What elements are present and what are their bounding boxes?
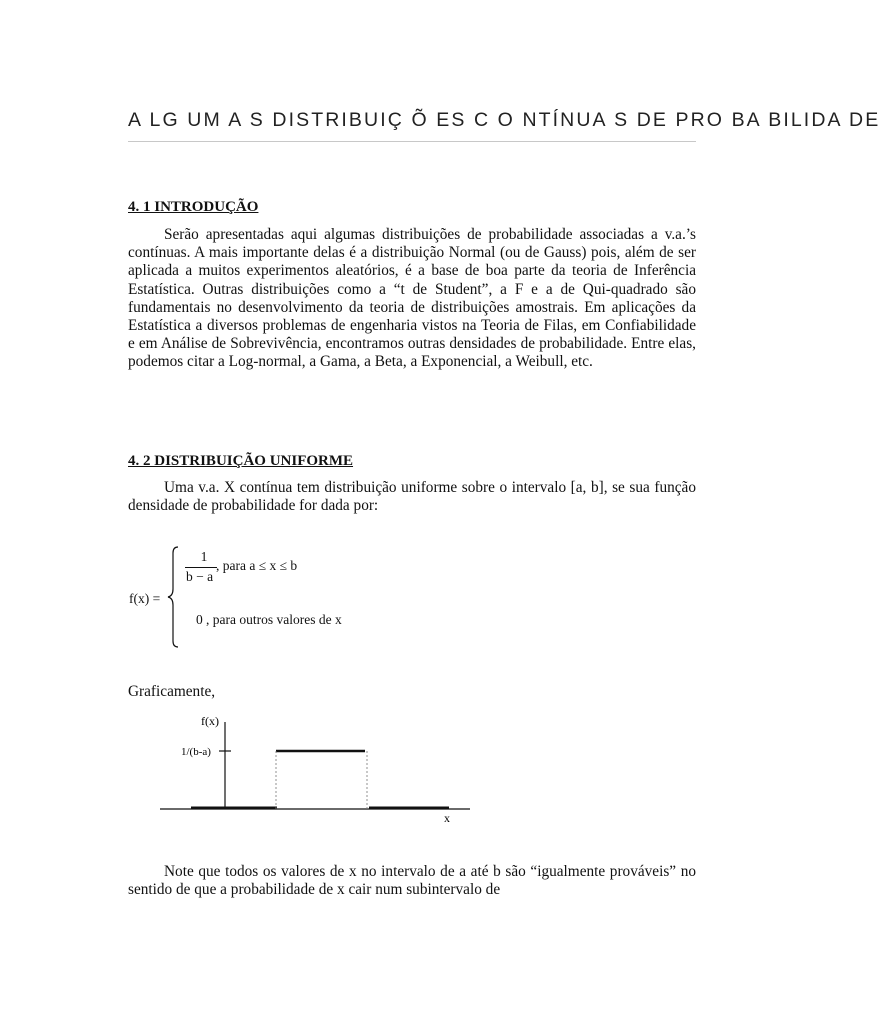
case1-condition: , para a ≤ x ≤ b <box>216 558 298 573</box>
section-heading-introducao: 4. 1 INTRODUÇÃO <box>128 199 259 215</box>
case1-denominator: b − a <box>186 569 214 584</box>
x-axis-label: x <box>444 811 450 825</box>
formula-lhs: f(x) = <box>129 591 161 606</box>
graph-intro: Graficamente, <box>128 683 216 700</box>
intro-paragraph: Serão apresentadas aqui algumas distribuições de probabilidade associadas a v.a.’s contínuas. A mais importante delas é a distribuição Normal (ou de Gauss) pois, além de ser aplicada a muitos experimentos aleatórios, é a base de boa parte da teoria de Inferência Estatística. Outras distribuições como a “t de Student”, a F e a de Qui-quadrado são fundamentais no desenvolvimento da teoria de distribuições amostrais. Em aplicações da Estatística a diversos problemas de engenharia vistos na Teoria de Filas, em Confiabilidade e em Análise de Sobrevivência, encontramos outras densidades de probabilidade. Entre elas, podemos citar a Log-normal, a Gama, a Beta, a Exponencial, a Weibull, etc. <box>128 226 696 371</box>
fraction-bar <box>185 567 217 568</box>
case2-value: 0 <box>196 612 203 627</box>
case1-numerator: 1 <box>200 549 208 564</box>
section-heading-distribuicao-uniforme: 4. 2 DISTRIBUIÇÃO UNIFORME <box>128 453 354 469</box>
closing-paragraph: Note que todos os valores de x no intervalo de a até b são “igualmente prováveis” no sentido de que a probabilidade de x cair num subintervalo de <box>128 863 696 899</box>
y-axis-label: f(x) <box>201 714 219 728</box>
uniform-density-graph <box>160 712 510 832</box>
left-brace <box>166 545 186 649</box>
title-divider <box>128 141 696 142</box>
uniform-intro-paragraph: Uma v.a. X contínua tem distribuição uniforme sobre o intervalo [a, b], se sua função densidade de probabilidade for dada por: <box>128 479 696 515</box>
y-tick-label: 1/(b-a) <box>181 746 211 758</box>
page-title: A LG UM A S DISTRIBUIÇ Õ ES C O NTÍNUA S DE PRO BA BILIDA DE <box>128 109 880 131</box>
case2-condition: , para outros valores de x <box>206 612 342 627</box>
